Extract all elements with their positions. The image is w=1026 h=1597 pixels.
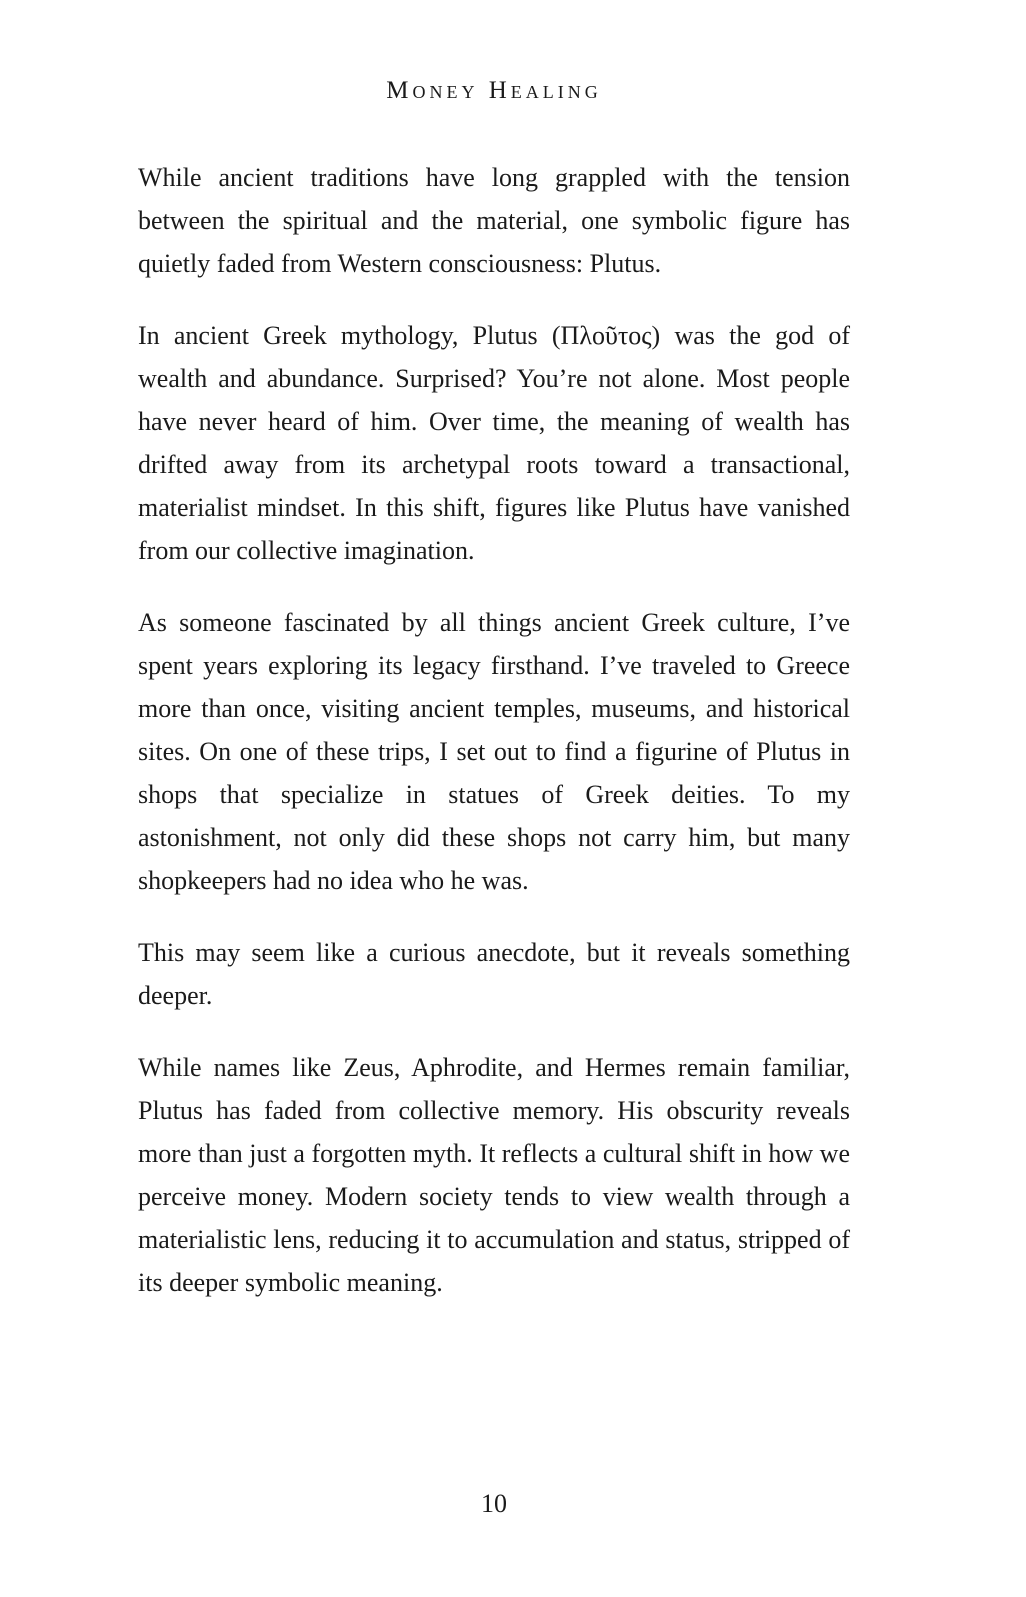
body-paragraph: This may seem like a curious anecdote, but it reveals something deeper.	[138, 938, 850, 1010]
running-header-title: Money Healing	[386, 77, 602, 104]
body-paragraph: As someone fascinated by all things ancient Greek culture, I’ve spent years exploring its legacy firsthand. I’ve traveled to Greece more than once, visiting ancient temples, museums, and historical sites. On one of these trips, I set out to find a figurine of Plutus in shops that specialize in statues of Greek deities. To my astonishment, not only did these shops not carry him, but many shopkeepers had no idea who he was.	[138, 608, 850, 895]
body-text	[138, 156, 850, 1333]
page-number: 10	[481, 1489, 507, 1518]
body-paragraph: While ancient traditions have long grappled with the tension between the spiritual and the material, one symbolic figure has quietly faded from Western consciousness: Plutus.	[138, 163, 850, 278]
body-paragraph: In ancient Greek mythology, Plutus (Πλοῦτος) was the god of wealth and abundance. Surprised? You’re not alone. Most people have never heard of him. Over time, the meaning of wealth has drifted away from its archetypal roots toward a transactional, materialist mindset. In this shift, figures like Plutus have vanished from our collective imagination.	[138, 321, 850, 565]
body-paragraph: While names like Zeus, Aphrodite, and Hermes remain familiar, Plutus has faded from collective memory. His obscurity reveals more than just a forgotten myth. It reflects a cultural shift in how we perceive money. Modern society tends to view wealth through a materialistic lens, reducing it to accumulation and status, stripped of its deeper symbolic meaning.	[138, 1053, 850, 1297]
